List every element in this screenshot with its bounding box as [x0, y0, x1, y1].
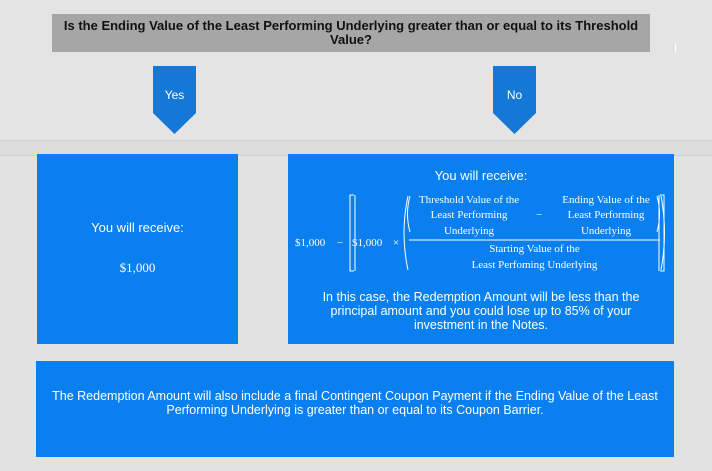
no-outcome-box	[288, 154, 674, 344]
numerator-left-line-3: Underlying	[443, 225, 495, 237]
formula-times: ×	[393, 237, 400, 249]
denominator-line-2: Least Perfoming Underlying	[471, 259, 598, 271]
denominator-line-1: Starting Value of the	[489, 243, 580, 255]
redemption-formula	[288, 188, 674, 278]
no-heading: You will receive:	[434, 168, 528, 183]
numerator-minus: −	[536, 209, 543, 221]
numerator-right-line-3: Underlying	[580, 225, 632, 237]
decorative-tick	[675, 44, 676, 52]
formula-minus: −	[337, 237, 344, 249]
numerator-right-line-1: Ending Value of the	[562, 194, 650, 206]
formula-principal: $1,000	[295, 237, 326, 249]
no-label: No	[506, 88, 523, 102]
question-banner: Is the Ending Value of the Least Performing Underlying greater than or equal to its Threshold Value?	[52, 14, 650, 52]
loss-warning: In this case, the Redemption Amount will be less than the principal amount and you could lose up to 85% of your investment in the Notes.	[322, 290, 640, 332]
yes-amount: $1,000	[119, 260, 156, 275]
coupon-note: The Redemption Amount will also include a final Contingent Coupon Payment if the Ending Value of the Least Performing Underlying is greater than or equal to its Coupon Barrier.	[52, 389, 658, 417]
yes-heading: You will receive:	[91, 220, 184, 235]
yes-outcome-box	[37, 154, 238, 344]
formula-inner-principal: $1,000	[352, 237, 383, 249]
no-arrow	[493, 66, 536, 134]
yes-label: Yes	[164, 88, 185, 102]
numerator-right-line-2: Least Performing	[567, 209, 645, 221]
numerator-left-line-2: Least Performing	[430, 209, 508, 221]
coupon-note-box	[36, 361, 674, 457]
yes-arrow	[153, 66, 196, 134]
numerator-left-line-1: Threshold Value of the	[418, 194, 520, 206]
